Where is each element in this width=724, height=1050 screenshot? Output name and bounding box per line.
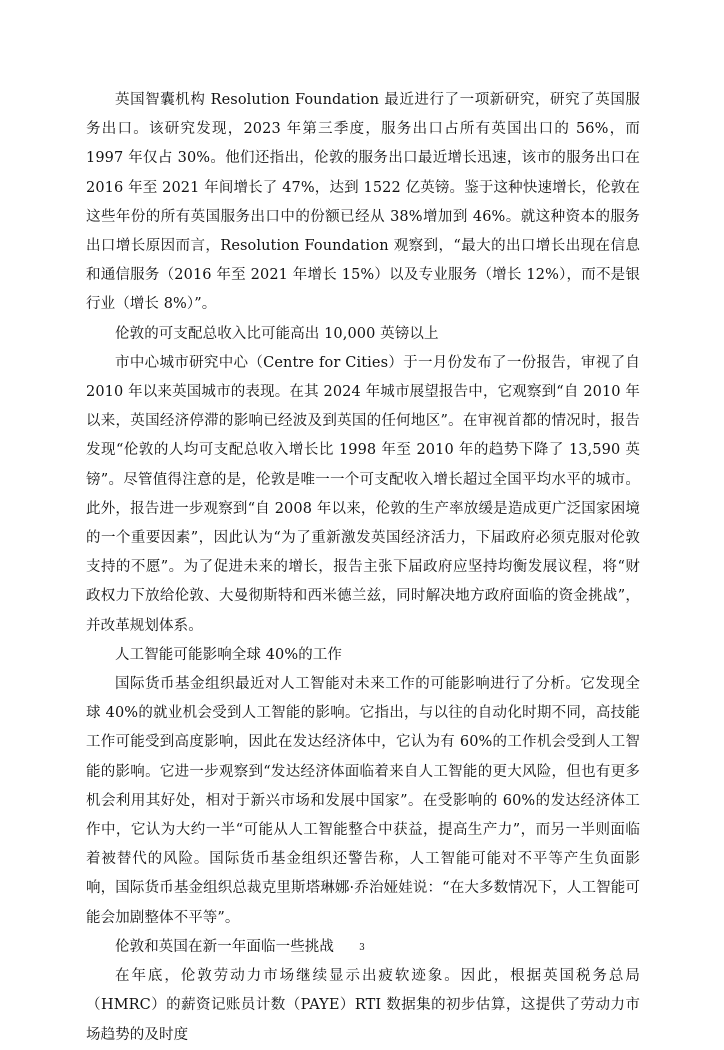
page-number: 3 bbox=[359, 943, 365, 953]
section-heading-disposable-income: 伦敦的可支配总收入比可能高出 10,000 英镑以上 bbox=[115, 325, 439, 342]
paragraph-centre-for-cities: 市中心城市研究中心（Centre for Cities）于一月份发布了一份报告，审视了自 2010 年以来英国城市的表现。在其 2024 年城市展望报告中，它观察到“自 2010 年以来，英国经济停滞的影响已经波及到英国的任何地区”。在审视首都的情况时，报告发现“伦敦的人均可支配总收入增长比 1998 年至 2010 年的趋势下降了 13,590 英镑”。尽管值得注意的是，伦敦是唯一一个可支配收入增长超过全国平均水平的城市。此外，报告进一步观察到“自 2008 年以来，伦敦的生产率放缓是造成更广泛国家困境的一个重要因素”，因此认为“为了重新激发英国经济活力，下届政府必须克服对伦敦支持的不愿”。为了促进未来的增长，报告主张下届政府应坚持均衡发展议程，将“财政权力下放给伦敦、大曼彻斯特和西米德兰兹，同时解决地方政府面临的资金挑战”，并改革规划体系。 bbox=[86, 354, 640, 634]
paragraph-labour-market: 在年底，伦敦劳动力市场继续显示出疲软迹象。因此，根据英国税务总局（HMRC）的薪资记账员计数（PAYE）RTI 数据集的初步估算，这提供了劳动力市场趋势的及时度 bbox=[86, 968, 640, 1043]
paragraph-imf-ai: 国际货币基金组织最近对人工智能对未来工作的可能影响进行了分析。它发现全球 40%的就业机会受到人工智能的影响。它指出，与以往的自动化时期不同，高技能工作可能受到高度影响，因此在发达经济体中，它认为有 60%的工作机会受到人工智能的影响。它进一步观察到“发达经济体面临着来自人工智能的更大风险，但也有更多机会利用其好处，相对于新兴市场和发展中国家”。在受影响的 60%的发达经济体工作中，它认为大约一半“可能从人工智能整合中获益，提高生产力”，而另一半则面临着被替代的风险。国际货币基金组织还警告称，人工智能可能对不平等产生负面影响，国际货币基金组织总裁克里斯塔琳娜·乔治娅娃说：“在大多数情况下，人工智能可能会加剧整体不平等”。 bbox=[86, 676, 640, 926]
section-heading-london-challenges: 伦敦和英国在新一年面临一些挑战 bbox=[115, 938, 334, 955]
document-body bbox=[86, 86, 640, 1050]
section-heading-ai-jobs: 人工智能可能影响全球 40%的工作 bbox=[115, 646, 343, 663]
paragraph-resolution-foundation: 英国智囊机构 Resolution Foundation 最近进行了一项新研究，研究了英国服务出口。该研究发现，2023 年第三季度，服务出口占所有英国出口的 56%，而 1997 年仅占 30%。他们还指出，伦敦的服务出口最近增长迅速，该市的服务出口在 2016 年至 2021 年间增长了 47%，达到 1522 亿英镑。鉴于这种快速增长，伦敦在这些年份的所有英国服务出口中的份额已经从 38%增加到 46%。就这种资本的服务出口增长原因而言，Resolution Foundation 观察到，“最大的出口增长出现在信息和通信服务（2016 年至 2021 年增长 15%）以及专业服务（增长 12%），而不是银行业（增长 8%）”。 bbox=[86, 92, 640, 313]
